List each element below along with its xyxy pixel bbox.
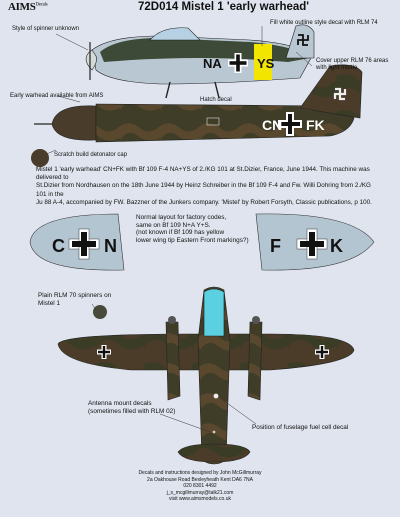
note-fuel-cell: Position of fuselage fuel cell decal — [252, 424, 349, 431]
right-wing-letter-1: F — [270, 236, 281, 256]
fuel-cell-marker — [214, 394, 219, 399]
plan-engine-left — [166, 322, 180, 400]
bf109-code-right: YS — [257, 56, 275, 71]
note-normal-layout — [136, 214, 249, 244]
description — [36, 166, 376, 207]
note-normal-layout-line1: Normal layout for factory codes, — [136, 214, 227, 221]
right-wing-letter-2: K — [330, 236, 343, 256]
note-antenna-line1: Antenna mount decals — [88, 400, 152, 407]
note-cover-upper-line1: Cover upper RLM 76 areas — [316, 58, 389, 64]
footer-designer: Decals and instructions designed by John McGillmurray — [138, 470, 262, 476]
note-antenna — [88, 400, 175, 415]
ju88-warhead — [52, 106, 96, 140]
note-hatch: Hatch decal — [200, 97, 232, 103]
ju88-code-right: FK — [306, 117, 325, 133]
left-wing-letter-1: C — [52, 236, 65, 256]
logo-subtext: Decals — [35, 2, 48, 8]
note-antenna-line2: (sometimes filled with RLM 02) — [88, 407, 176, 415]
footer — [0, 470, 400, 503]
bf109-code-left: NA — [203, 56, 222, 71]
footer-website-link[interactable]: visit www.aimsmodels.co.uk — [169, 496, 231, 502]
note-normal-layout-line4: lower wing tip Eastern Front markings?) — [136, 236, 249, 244]
note-normal-layout-line3: (not known if Bf 109 has yellow — [136, 229, 225, 237]
note-cover-upper — [316, 58, 388, 72]
note-detonator: Scratch build detonator cap — [54, 152, 128, 158]
note-cover-upper-line2: with light mottle — [316, 65, 358, 71]
plan-tailplane — [178, 444, 250, 462]
note-plain-spinners — [38, 292, 111, 307]
note-spinner: Style of spinner unknown — [12, 26, 80, 32]
plan-nose-glazing — [204, 289, 224, 336]
ju88-code-left: CN — [262, 117, 283, 133]
note-fill-white: Fill white outline style decal with RLM 74 — [270, 20, 378, 26]
note-plain-spinners-line2: Mistel 1 — [38, 299, 61, 307]
plan-engine-right — [248, 322, 262, 400]
logo-text: AIMS — [8, 1, 36, 13]
bf109-side-view — [86, 25, 314, 98]
description-line1: Mistel 1 'early warhead' CN+FK with Bf 109 F-4 NA+YS of 2./KG 101 at St.Dizier, France, June 1944. This machine was delivered to — [36, 166, 370, 182]
description-line3: Ju 88 A-4, accompanied by FW. Bazzner of the Junkers company. 'Mistel' by Robert Forsyth, Classic publications, p 100. — [36, 198, 372, 206]
footer-phone: 020 8301 4492 — [183, 483, 217, 489]
note-normal-layout-line2: same on Bf 109 N+A Y+S. — [136, 221, 211, 229]
left-wing-letter-2: N — [104, 236, 117, 256]
bf109-canopy — [150, 28, 200, 40]
bf109-tail — [286, 25, 314, 58]
page-title: 72D014 Mistel 1 'early warhead' — [138, 1, 310, 13]
footer-email[interactable]: j_s_mcgillmurray@talk21.com — [166, 489, 234, 496]
note-plain-spinners-line1: Plain RLM 70 spinners on — [38, 292, 112, 299]
description-line2: St.Dizier from Nordhausen on the 18th June 1944 by Heinz Schreiber in the Bf 109 F-4 and Fw. Willi Dohring from 2./KG 101 in the — [36, 182, 371, 198]
detonator-cap — [31, 149, 49, 167]
footer-address: 2a Oakhouse Road Bexleyheath Kent DA6 7NA — [147, 476, 253, 483]
note-early-warhead: Early warhead available from AIMS — [10, 93, 104, 99]
